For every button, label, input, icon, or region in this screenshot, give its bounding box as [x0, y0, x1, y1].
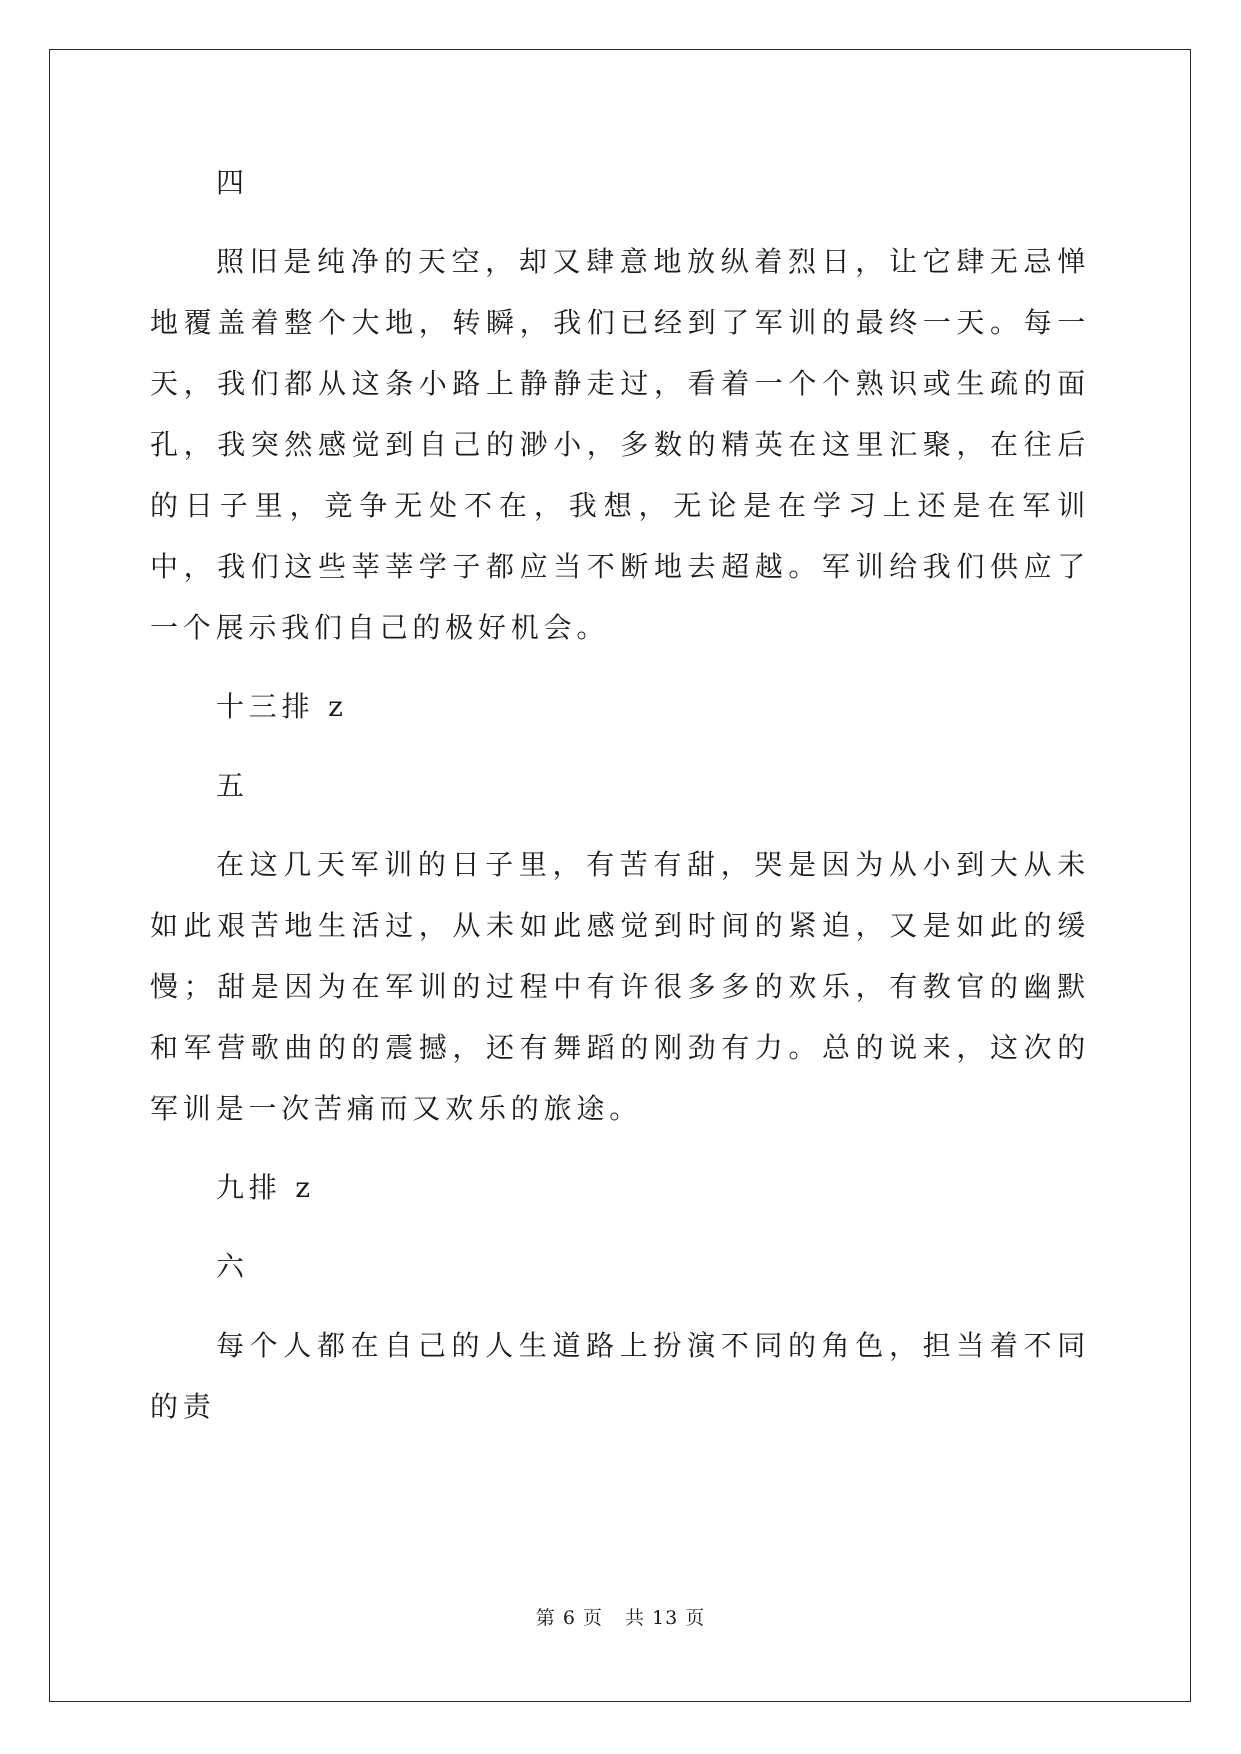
page-footer — [0, 1603, 1241, 1630]
page-number: 第 6 页 — [535, 1607, 603, 1629]
paragraph: 每个人都在自己的人生道路上扮演不同的角色，担当着不同的责 — [150, 1329, 1090, 1423]
page-total: 共 13 页 — [624, 1607, 706, 1629]
section-heading-four: 四 — [216, 166, 249, 199]
paragraph: 在这几天军训的日子里，有苦有甜，哭是因为从小到大从未如此艰苦地生活过，从未如此感觉到时间的紧迫，又是如此的缓慢；甜是因为在军训的过程中有许很多多的欢乐，有教官的幽默和军营歌曲的的震撼，还有舞蹈的刚劲有力。总的说来，这次的军训是一次苦痛而又欢乐的旅途。 — [150, 848, 1090, 1125]
section-heading-five: 五 — [216, 769, 249, 802]
section-heading-six: 六 — [216, 1250, 249, 1283]
paragraph: 照旧是纯净的天空，却又肆意地放纵着烈日，让它肆无忌惮地覆盖着整个大地，转瞬，我们已经到了军训的最终一天。每一天，我们都从这条小路上静静走过，看着一个个熟识或生疏的面孔，我突然感觉到自己的渺小，多数的精英在这里汇聚，在往后的日子里，竞争无处不在，我想，无论是在学习上还是在军训中，我们这些莘莘学子都应当不断地去超越。军训给我们供应了一个展示我们自己的极好机会。 — [150, 245, 1090, 644]
signature-line: 九排 z — [216, 1171, 315, 1204]
document-body — [150, 152, 1090, 1437]
signature-line: 十三排 z — [216, 690, 348, 723]
